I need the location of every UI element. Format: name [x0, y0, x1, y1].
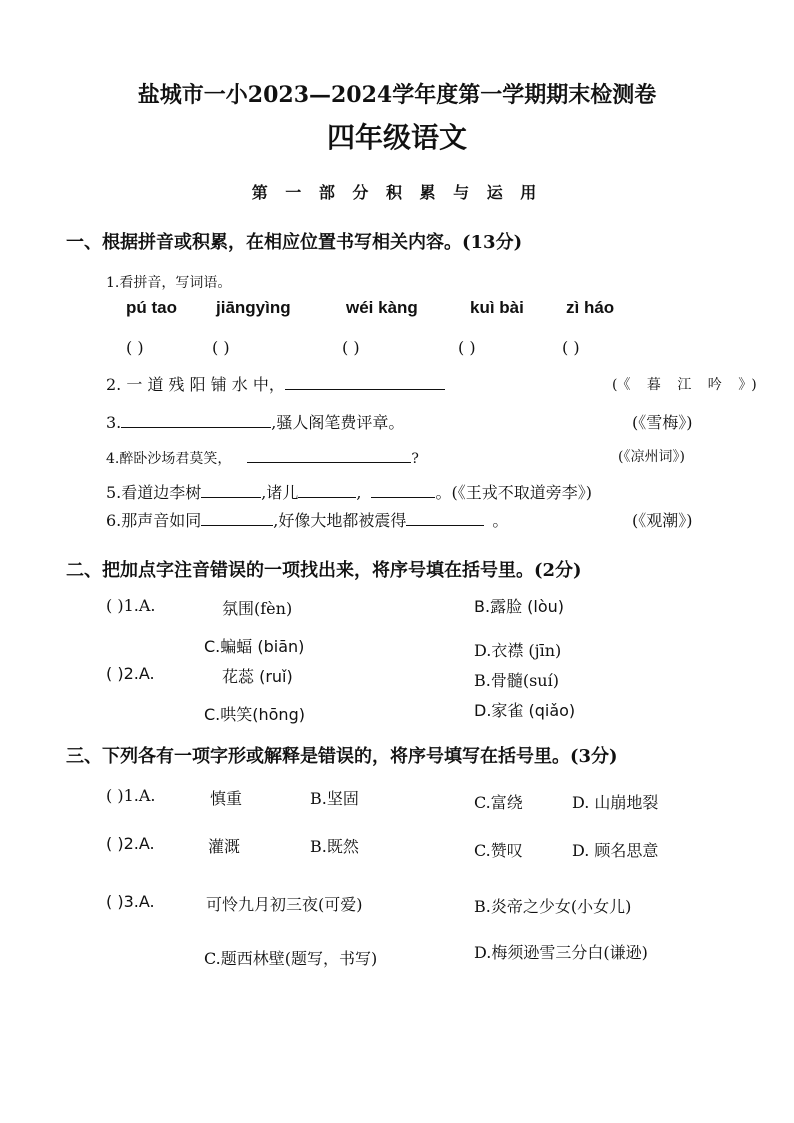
- s3-q2-option-d: D. 顾名思意: [572, 841, 659, 860]
- section1-heading: 一、根据拼音或积累，在相应位置书写相关内容。(13分): [66, 232, 523, 253]
- s3-q2-option-a: 灌溉: [208, 837, 241, 856]
- q6-prefix: 6.那声音如同: [106, 511, 202, 530]
- s2-q2-lead[interactable]: ( )2.A.: [106, 664, 155, 683]
- s3-q3-lead[interactable]: ( )3.A.: [106, 892, 155, 911]
- s3-q2-option-b: B.既然: [310, 837, 359, 856]
- s2-q2-option-d: D.家雀 (qiǎo): [474, 701, 576, 720]
- q3-blank[interactable]: [121, 411, 271, 428]
- q4-blank[interactable]: [247, 446, 411, 463]
- s2-q1-option-b: B.露脸 (lòu): [474, 597, 565, 616]
- q5-blank-2[interactable]: [298, 481, 356, 498]
- pinyin-2: jiāngyìng: [216, 298, 291, 317]
- answer-bracket-2[interactable]: ( ): [212, 338, 230, 357]
- s3-q3-option-b: B.炎帝之少女(小女儿): [474, 897, 632, 916]
- q2-blank[interactable]: [285, 373, 445, 390]
- s2-q1-lead[interactable]: ( )1.A.: [106, 596, 156, 615]
- q5-blank-1[interactable]: [201, 481, 261, 498]
- q5-source: (《王戎不取道旁李》): [451, 483, 592, 502]
- s2-q2-option-c: C.哄笑(hōng): [204, 705, 305, 724]
- q3-prefix: 3.: [106, 413, 122, 432]
- s3-q1-option-b: B.坚固: [310, 789, 359, 808]
- q3-source: (《雪梅》): [632, 413, 693, 432]
- s2-q1-option-c: C.蝙蝠 (biān): [204, 637, 305, 656]
- q3-line: [106, 410, 404, 433]
- s3-q3-option-a: 可怜九月初三夜(可爱): [206, 895, 363, 914]
- q6-line: [106, 508, 508, 531]
- q5-suffix: 。: [435, 483, 452, 502]
- q4-suffix: ?: [411, 451, 419, 467]
- q6-suffix: 。: [492, 511, 509, 530]
- q4-prefix: 4.醉卧沙场君莫笑，: [106, 451, 232, 467]
- section2-heading: 二、把加点字注音错误的一项找出来，将序号填在括号里。(2分): [66, 560, 582, 581]
- q5-blank-3[interactable]: [371, 481, 435, 498]
- pinyin-5: zì háo: [566, 298, 615, 317]
- exam-subtitle: 四年级语文: [326, 121, 467, 154]
- pinyin-1: pú tao: [126, 298, 177, 317]
- q6-blank-1[interactable]: [201, 509, 273, 526]
- s2-q2-option-a: 花蕊 (ruǐ): [222, 667, 293, 686]
- q2-line: [106, 372, 445, 395]
- answer-bracket-3[interactable]: ( ): [342, 338, 360, 357]
- q2-prefix: 2. 一 道 残 阳 铺 水 中，: [106, 375, 285, 394]
- s3-q3-option-c: C.题西林壁(题写，书写): [204, 949, 378, 968]
- q6-blank-2[interactable]: [406, 509, 484, 526]
- q5-prefix: 5.看道边李树: [106, 483, 202, 502]
- s3-q1-option-c: C.富绕: [474, 793, 523, 812]
- q5-mid1: ,诸儿: [261, 483, 299, 502]
- q4-source: (《凉州词》): [618, 449, 685, 465]
- q6-source: (《观潮》): [632, 511, 693, 530]
- q3-suffix: ,骚人阁笔费评章。: [271, 413, 405, 432]
- q5-line: [106, 480, 592, 503]
- pinyin-3: wéi kàng: [346, 298, 418, 317]
- section3-heading: 三、下列各有一项字形或解释是错误的，将序号填写在括号里。(3分): [66, 746, 618, 767]
- s2-q2-option-b: B.骨髓(suí): [474, 671, 559, 690]
- part-heading: 第 一 部 分 积 累 与 运 用: [251, 183, 543, 202]
- q6-mid: ,好像大地都被震得: [273, 511, 407, 530]
- s3-q2-option-c: C.赞叹: [474, 841, 523, 860]
- s3-q2-lead[interactable]: ( )2.A.: [106, 834, 155, 853]
- pinyin-4: kuì bài: [470, 298, 524, 317]
- q4-line: [106, 446, 419, 468]
- exam-title: 盐城市一小2023—2024学年度第一学期期末检测卷: [137, 82, 657, 108]
- s3-q1-lead[interactable]: ( )1.A.: [106, 786, 156, 805]
- s3-q3-option-d: D.梅须逊雪三分白(谦逊): [474, 943, 648, 962]
- answer-bracket-1[interactable]: ( ): [126, 338, 144, 357]
- answer-bracket-5[interactable]: ( ): [562, 338, 580, 357]
- q1-label: 1.看拼音，写词语。: [106, 275, 232, 291]
- s2-q1-option-d: D.衣襟 (jīn): [474, 641, 562, 660]
- answer-bracket-4[interactable]: ( ): [458, 338, 476, 357]
- q5-mid2: ,: [356, 483, 362, 502]
- s3-q1-option-a: 慎重: [210, 789, 243, 808]
- s2-q1-option-a: 氛围(fèn): [222, 599, 293, 618]
- s3-q1-option-d: D. 山崩地裂: [572, 793, 659, 812]
- q2-source: (《 暮 江 吟 》): [612, 377, 763, 393]
